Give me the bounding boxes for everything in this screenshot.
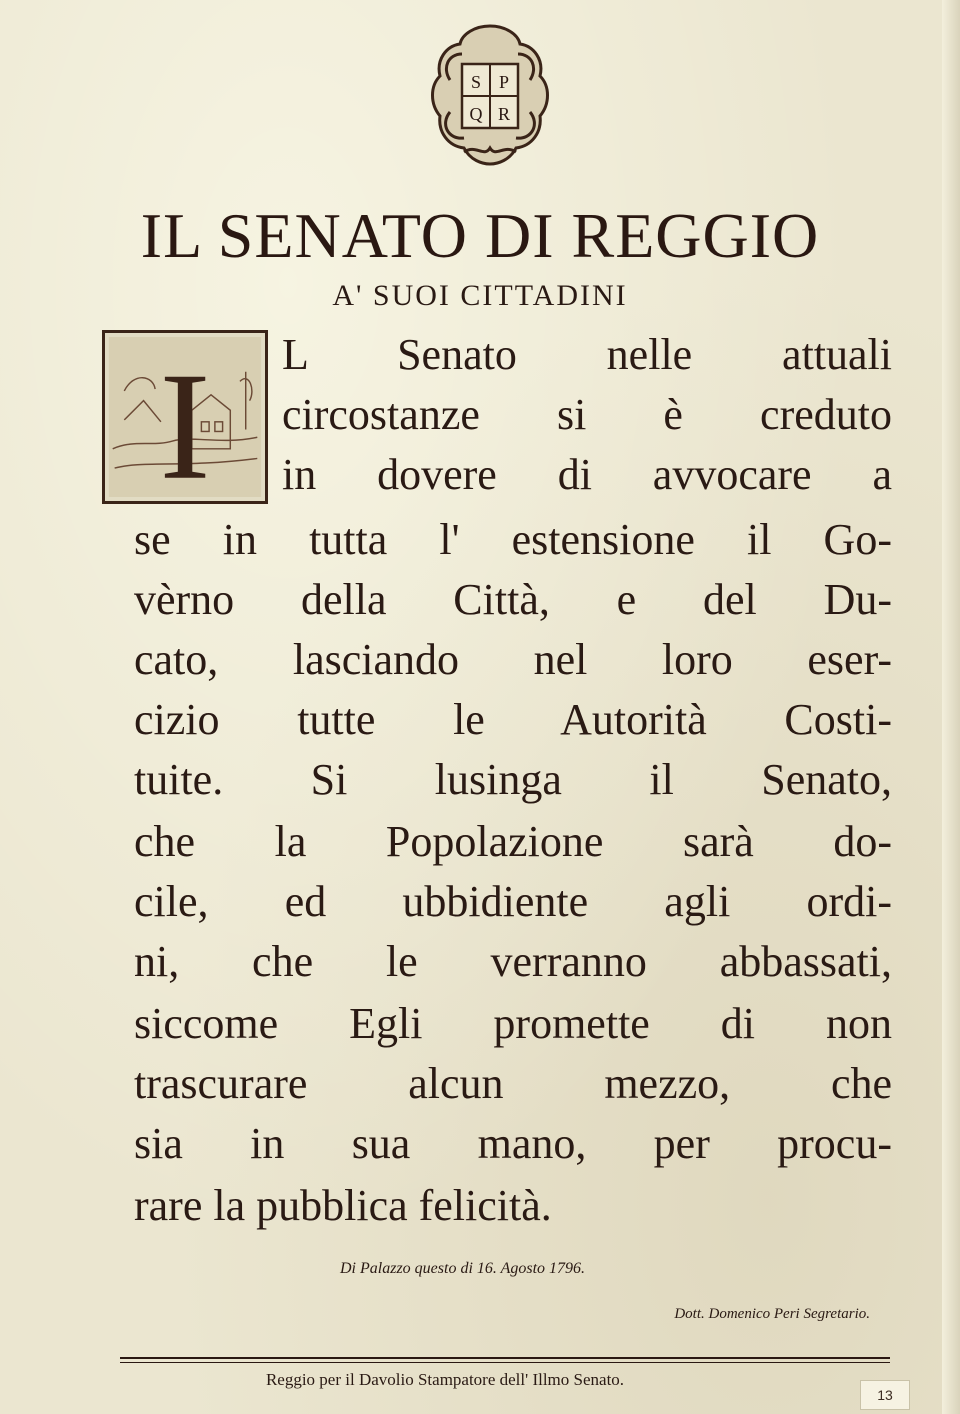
poster-subtitle: A' SUOI CITTADINI: [332, 279, 628, 312]
body-line: tuite. Si lusinga il Senato,: [134, 755, 892, 804]
decorated-initial: [102, 330, 268, 504]
body-line: se in tutta l' estensione il Go-: [134, 515, 892, 564]
body-line: rare la pubblica felicità.: [134, 1181, 552, 1230]
body-line: cizio tutte le Autorità Costi-: [134, 695, 892, 744]
secretary-signature: Dott. Domenico Peri Segretario.: [674, 1306, 870, 1322]
crest-letter-p: P: [498, 72, 510, 92]
body-line: che la Popolazione sarà do-: [134, 817, 892, 866]
crest-letter-q: Q: [469, 104, 483, 124]
crest-letter-s: S: [470, 72, 482, 92]
poster-title: IL SENATO DI REGGIO: [140, 200, 820, 271]
initial-letter: I: [159, 341, 211, 504]
crest-letter-r: R: [497, 104, 511, 124]
body-line: sia in sua mano, per procu-: [134, 1119, 892, 1168]
footer-divider: [120, 1362, 890, 1363]
body-line: circostanze si è creduto: [282, 390, 892, 439]
body-line: L Senato nelle attuali: [282, 330, 892, 379]
footer-divider: [120, 1357, 890, 1359]
body-line: siccome Egli promette di non: [134, 999, 892, 1048]
body-line: ni, che le verranno abbassati,: [134, 937, 892, 986]
body-line: vèrno della Città, e del Du-: [134, 575, 892, 624]
body-line: cile, ed ubbidiente agli ordi-: [134, 877, 892, 926]
printer-imprint: Reggio per il Davolio Stampatore dell' Illmo Senato.: [265, 1370, 625, 1389]
body-line: cato, lasciando nel loro eser-: [134, 635, 892, 684]
date-line: Di Palazzo questo di 16. Agosto 1796.: [340, 1260, 586, 1277]
sheet-number-label: 13: [860, 1380, 910, 1410]
body-line: trascurare alcun mezzo, che: [134, 1059, 892, 1108]
body-line: in dovere di avvocare a: [282, 450, 892, 499]
spqr-crest-icon: [420, 20, 560, 168]
